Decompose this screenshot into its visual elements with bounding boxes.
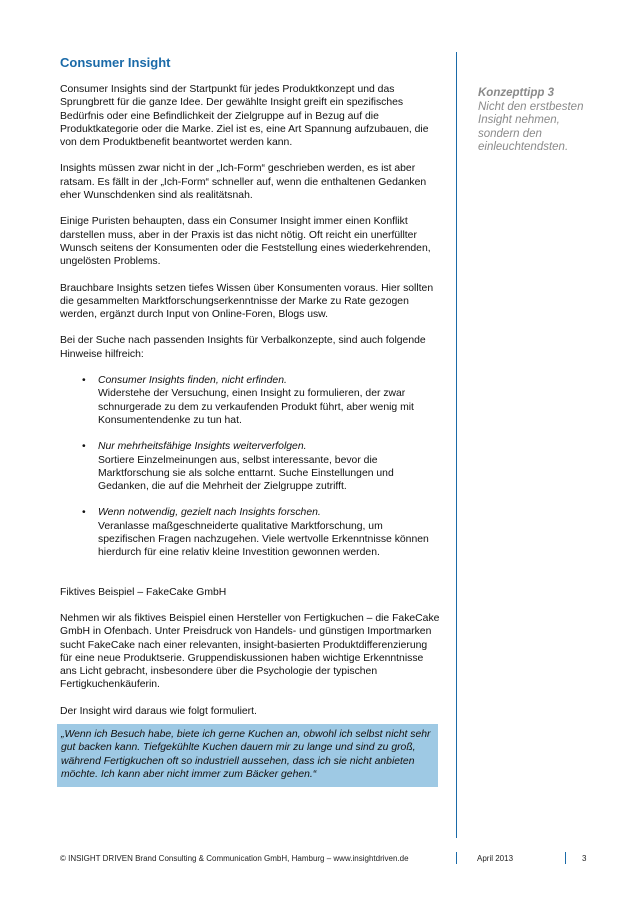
bullet-icon: •: [82, 441, 86, 453]
hints-list: [60, 374, 440, 560]
paragraph: Insights müssen zwar nicht in der „Ich-Form“ geschrieben werden, es ist aber ratsam. Es fällt in der „Ich-Form“ schneller auf, wenn die enthaltenen Gedanken eher Wunschdenken sind als realitätsnah.: [60, 163, 427, 202]
column-divider: [456, 52, 457, 838]
hint-lead: Nur mehrheitsfähige Insights weiterverfolgen.: [98, 441, 307, 453]
footer-divider: [456, 852, 457, 864]
paragraph: Brauchbare Insights setzen tiefes Wissen über Konsumenten voraus. Hier sollten die gesammelten Marktforschungserkenntnisse der Marke zu Rate gezogen werden, ergänzt durch Input von Online-Foren, Blogs usw.: [60, 282, 434, 321]
tip-text: Nicht den erstbesten Insight nehmen, sondern den einleuchtendsten.: [478, 100, 584, 154]
insight-quote-box: „Wenn ich Besuch habe, biete ich gerne Kuchen an, obwohl ich selbst nicht sehr gut backen kann. Tiefgekühlte Kuchen dauern mir zu lange und sind zu groß, während Fertigkuchen oft so industriell aussehen, dass ich sie nicht anbieten möchte. Ich kann aber nicht immer zum Bäcker gehen.“: [57, 724, 438, 787]
hint-lead: Wenn notwendig, gezielt nach Insights forschen.: [98, 507, 321, 519]
sidebar-tip: [478, 87, 598, 155]
list-item: [60, 440, 440, 493]
paragraph: Einige Puristen behaupten, dass ein Consumer Insight immer einen Konflikt darstellen muss, aber in der Praxis ist das nicht nötig. Oft reicht ein unerfüllter Wunsch seitens der Konsumenten oder die Feststellung eines wiederkehrenden, ungelösten Problems.: [60, 216, 431, 268]
footer-copyright: © INSIGHT DRIVEN Brand Consulting & Communication GmbH, Hamburg – www.insightdriven.de: [60, 854, 409, 863]
page-number: 3: [582, 854, 587, 863]
tip-title: Konzepttipp 3: [478, 87, 555, 99]
hint-body: Sortiere Einzelmeinungen aus, selbst interessante, bevor die Marktforschung sie als solche enttarnt. Suche Einstellungen und Gedanken, die auf die Mehrheit der Zielgruppe zutrifft.: [98, 454, 394, 493]
list-item: [60, 374, 440, 427]
list-item: [60, 506, 440, 559]
footer-divider: [565, 852, 566, 864]
bullet-icon: •: [82, 375, 86, 387]
bullet-icon: •: [82, 507, 86, 519]
paragraph: Bei der Suche nach passenden Insights für Verbalkonzepte, sind auch folgende Hinweise hilfreich:: [60, 335, 426, 360]
main-content: [60, 55, 440, 787]
footer-date: April 2013: [477, 854, 514, 863]
hint-body: Widerstehe der Versuchung, einen Insight zu formulieren, der zwar schnurgerade zu dem zu verkaufenden Produkt führt, aber wenig mit Konsumentendenke zu tun hat.: [98, 388, 414, 426]
hint-lead: Consumer Insights finden, nicht erfinden.: [98, 375, 287, 387]
example-text: Nehmen wir als fiktives Beispiel einen Hersteller von Fertigkuchen – die FakeCake GmbH in Ofenbach. Unter Preisdruck von Handels- und günstigen Importmarken sucht FakeCake nach einer relevanten, insight-basierten Produktdifferenzierung für eine neue Produktserie. Gruppendiskussionen haben wichtige Erkenntnisse ans Licht gebracht, insbesondere über die Psychologie der typischen Fertigkuchenkäuferin.: [60, 612, 440, 691]
hint-body: Veranlasse maßgeschneiderte qualitative Marktforschung, um spezifischen Fragen nachzugehen. Viele wertvolle Erkenntnisse können hierdurch für eine relativ kleine Investition gewonnen werden.: [98, 520, 429, 559]
example-heading: Fiktives Beispiel – FakeCake GmbH: [60, 586, 227, 598]
paragraph: Consumer Insights sind der Startpunkt für jedes Produktkonzept und das Sprungbrett für die ganze Idee. Der gewählte Insight greift ein spezifisches Bedürfnis oder eine Befindlichkeit der Zielgruppe auf in Bezug auf die Produktkategorie oder die Marke. Ziel ist es, eine Art Spannung aufzubauen, die von dem Produktbenefit beantwortet werden kann.: [60, 84, 429, 149]
section-title: Consumer Insight: [60, 55, 171, 70]
insight-intro: Der Insight wird daraus wie folgt formuliert.: [60, 705, 257, 717]
